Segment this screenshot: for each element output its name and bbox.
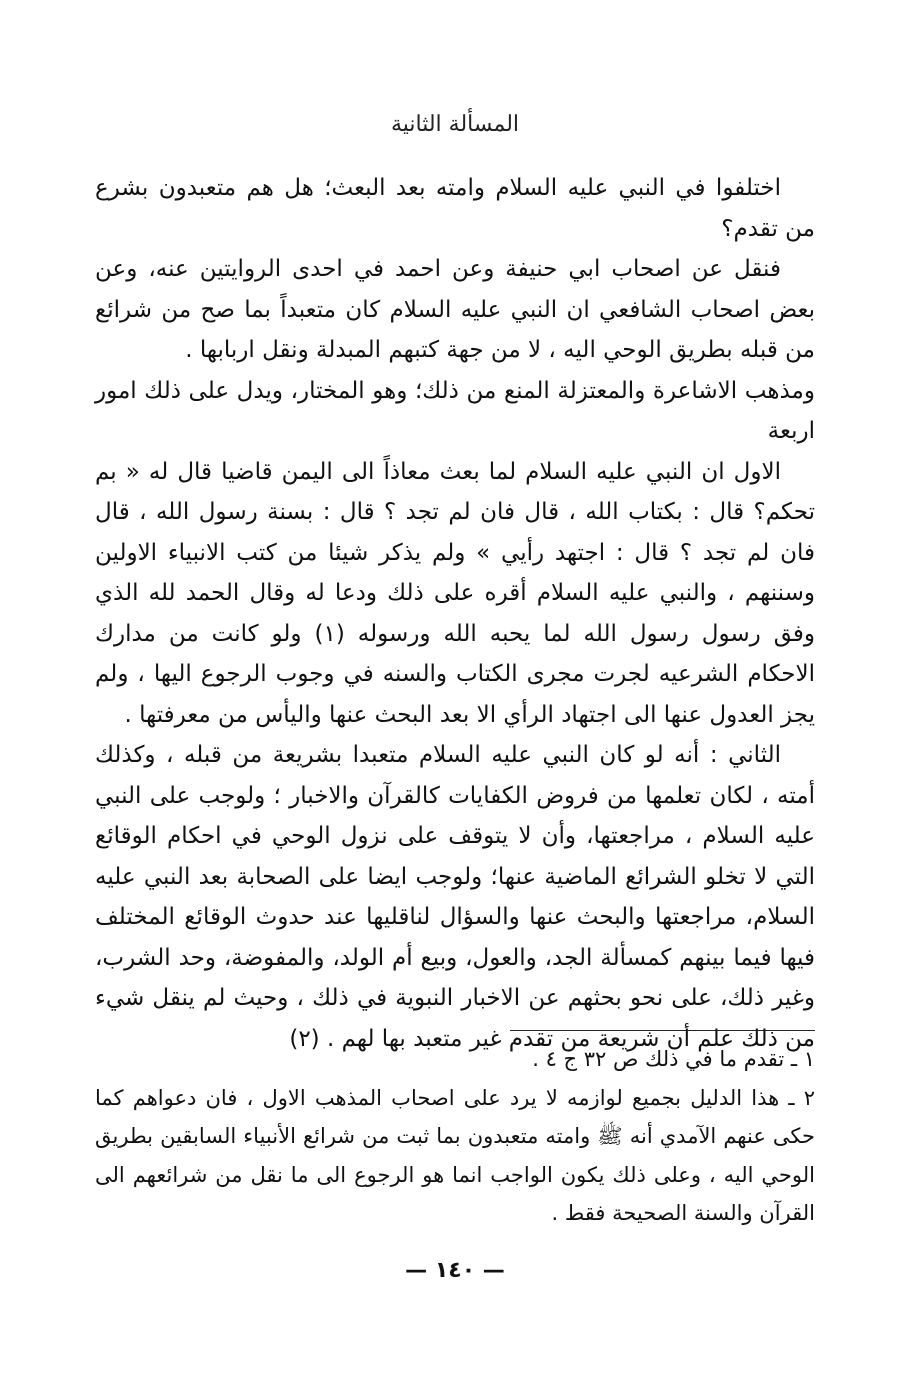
paragraph-second-opinion: ومذهب الاشاعرة والمعتزلة المنع من ذلك؛ وهو المختار، ويدل على ذلك امور اربعة <box>95 377 815 444</box>
main-text <box>95 168 815 1059</box>
page-header-title: المسألة الثانية <box>390 112 520 137</box>
footnote-2: ٢ ـ هذا الدليل بجميع لوازمه لا يرد على اصحاب المذهب الاول ، فان دعواهم كما حكى عنهم الآمدي أنه ﷺ وامته متعبدون بما ثبت من شرائع الأنبياء السابقين بطريق الوحي اليه ، وعلى ذلك يكون الواجب انما هو الرجوع الى ما نقل من شرائعهم الى القرآن والسنة الصحيحة فقط . <box>95 1085 815 1225</box>
paragraph-first-evidence: الاول ان النبي عليه السلام لما بعث معاذاً الى اليمن قاضيا قال له « بم تحكم؟ قال : بكتاب الله ، قال فان لم تجد ؟ قال : بسنة رسول الله ، قال فان لم تجد ؟ قال : اجتهد رأيي » ولم يذكر شيئا من كتب الانبياء الاولين وسننهم ، والنبي عليه السلام أقره على ذلك ودعا له وقال الحمد لله الذي وفق رسول رسول الله لما يحبه الله ورسوله (١) ولو كانت من مدارك الاحكام الشرعيه لجرت مجرى الكتاب والسنه في وجوب الرجوع اليها ، ولم يجز العدول عنها الى اجتهاد الرأي الا بعد البحث عنها واليأس من معرفتها . <box>95 458 815 728</box>
paragraph-first-opinion: فنقل عن اصحاب ابي حنيفة وعن احمد في احدى الروايتين عنه، وعن بعض اصحاب الشافعي ان النبي عليه السلام كان متعبداً بما صح من شرائع من قبله بطريق الوحي اليه ، لا من جهة كتبهم المبدلة ونقل اربابها . <box>95 256 815 363</box>
footnote-1: ١ ـ تقدم ما في ذلك ص ٣٢ ج ٤ . <box>532 1047 815 1071</box>
footnote-divider <box>510 1030 815 1031</box>
paragraph-second-evidence: الثاني : أنه لو كان النبي عليه السلام متعبدا بشريعة من قبله ، وكذلك أمته ، لكان تعلمها من فروض الكفايات كالقرآن والاخبار ؛ ولوجب على النبي عليه السلام ، مراجعتها، وأن لا يتوقف على نزول الوحي في احكام الوقائع التي لا تخلو الشرائع الماضية عنها؛ ولوجب ايضا على الصحابة بعد النبي عليه السلام، مراجعتها والبحث عنها والسؤال لناقليها عند حدوث الوقائع المختلف فيها فيما بينهم كمسألة الجد، والعول، وبيع أم الولد، والمفوضة، وحد الشرب، وغير ذلك، على نحو بحثهم عن الاخبار النبوية في ذلك ، وحيث لم ينقل شيء من ذلك علم أن شريعة من تقدم غير متعبد بها لهم . (٢) <box>95 742 815 1052</box>
footnotes <box>95 1040 815 1233</box>
paragraph-question: اختلفوا في النبي عليه السلام وامته بعد البعث؛ هل هم متعبدون بشرع من تقدم؟ <box>95 175 815 242</box>
page-number: — ١٤٠ — <box>405 1258 505 1283</box>
